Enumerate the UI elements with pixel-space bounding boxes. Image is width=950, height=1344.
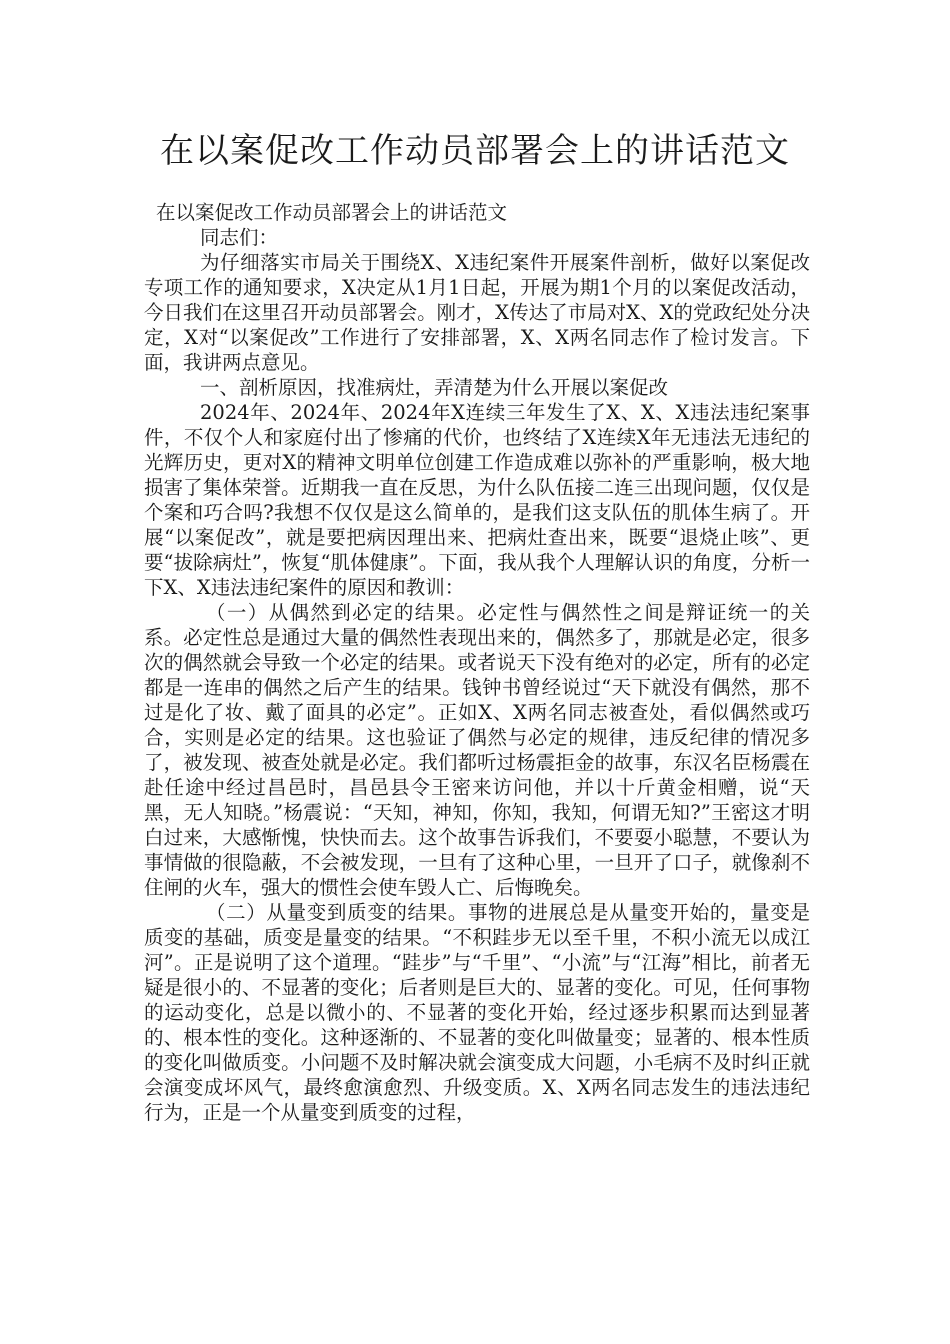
section-heading-1: 一、剖析原因，找准病灶，弄清楚为什么开展以案促改 [200,376,669,399]
paragraph-point-2: （二）从量变到质变的结果。事物的进展总是从量变开始的，量变是质变的基础，质变是量变的结果。“不积跬步无以至千里，不积小流无以成江河”。正是说明了这个道理。“跬步”与“千里”、“小流”与“江海”相比，前者无疑是很小的、不显著的变化；后者则是巨大的、显著的变化。可见，任何事物的运动变化，总是以微小的、不显著的变化开始，经过逐步积累而达到显著的、根本性的变化。这种逐渐的、不显著的变化叫做量变；显著的、根本性质的变化叫做质变。小问题不及时解决就会演变成大问题，小毛病不及时纠正就会演变成坏风气，最终愈演愈烈、升级变质。X、X两名同志发生的违法违纪行为，正是一个从量变到质变的过程， [144,901,810,1124]
paragraph-point-1: （一）从偶然到必定的结果。必定性与偶然性之间是辩证统一的关系。必定性总是通过大量的偶然性表现出来的，偶然多了，那就是必定，很多次的偶然就会导致一个必定的结果。或者说天下没有绝对的必定，所有的必定都是一连串的偶然之后产生的结果。钱钟书曾经说过“天下就没有偶然，那不过是化了妆、戴了面具的必定”。正如X、X两名同志被查处，看似偶然或巧合，实则是必定的结果。这也验证了偶然与必定的规律，违反纪律的情况多了，被发现、被查处就是必定。我们都听过杨震拒金的故事，东汉名臣杨震在赴任途中经过昌邑时，昌邑县令王密来访问他，并以十斤黄金相赠，说“天黑，无人知晓。”杨震说：“天知，神知，你知，我知，何谓无知?”王密这才明白过来，大感惭愧，快快而去。这个故事告诉我们，不要耍小聪慧，不要认为事情做的很隐蔽，不会被发现，一旦有了这种心里，一旦开了口子，就像刹不住闸的火车，强大的惯性会使车毁人亡、后悔晚矣。 [144,601,810,899]
document-subtitle: 在以案促改工作动员部署会上的讲话范文 [156,201,508,224]
greeting: 同志们： [200,226,279,249]
paragraph-intro: 为仔细落实市局关于围绕X、X违纪案件开展案件剖析，做好以案促改专项工作的通知要求，X决定从1月1日起，开展为期1个月的以案促改活动，今日我们在这里召开动员部署会。刚才，X传达了市局对X、X的党政纪处分决定，X对“以案促改”工作进行了安排部署，X、X两名同志作了检讨发言。下面，我讲两点意见。 [144,251,810,374]
document-body [144,200,810,1125]
document-title: 在以案促改工作动员部署会上的讲话范文 [160,131,790,171]
paragraph-analysis: 2024年、2024年、2024年X连续三年发生了X、X、X违法违纪案事件，不仅个人和家庭付出了惨痛的代价，也终结了X连续X年无违法无违纪的光辉历史，更对X的精神文明单位创建工作造成难以弥补的严重影响，极大地损害了集体荣誉。近期我一直在反思，为什么队伍接二连三出现问题，仅仅是个案和巧合吗?我想不仅仅是这么简单的，是我们这支队伍的肌体生病了。开展“以案促改”，就是要把病因理出来、把病灶查出来，既要“退烧止咳”、更要“拔除病灶”，恢复“肌体健康”。下面，我从我个人理解认识的角度，分析一下X、X违法违纪案件的原因和教训： [144,401,810,599]
